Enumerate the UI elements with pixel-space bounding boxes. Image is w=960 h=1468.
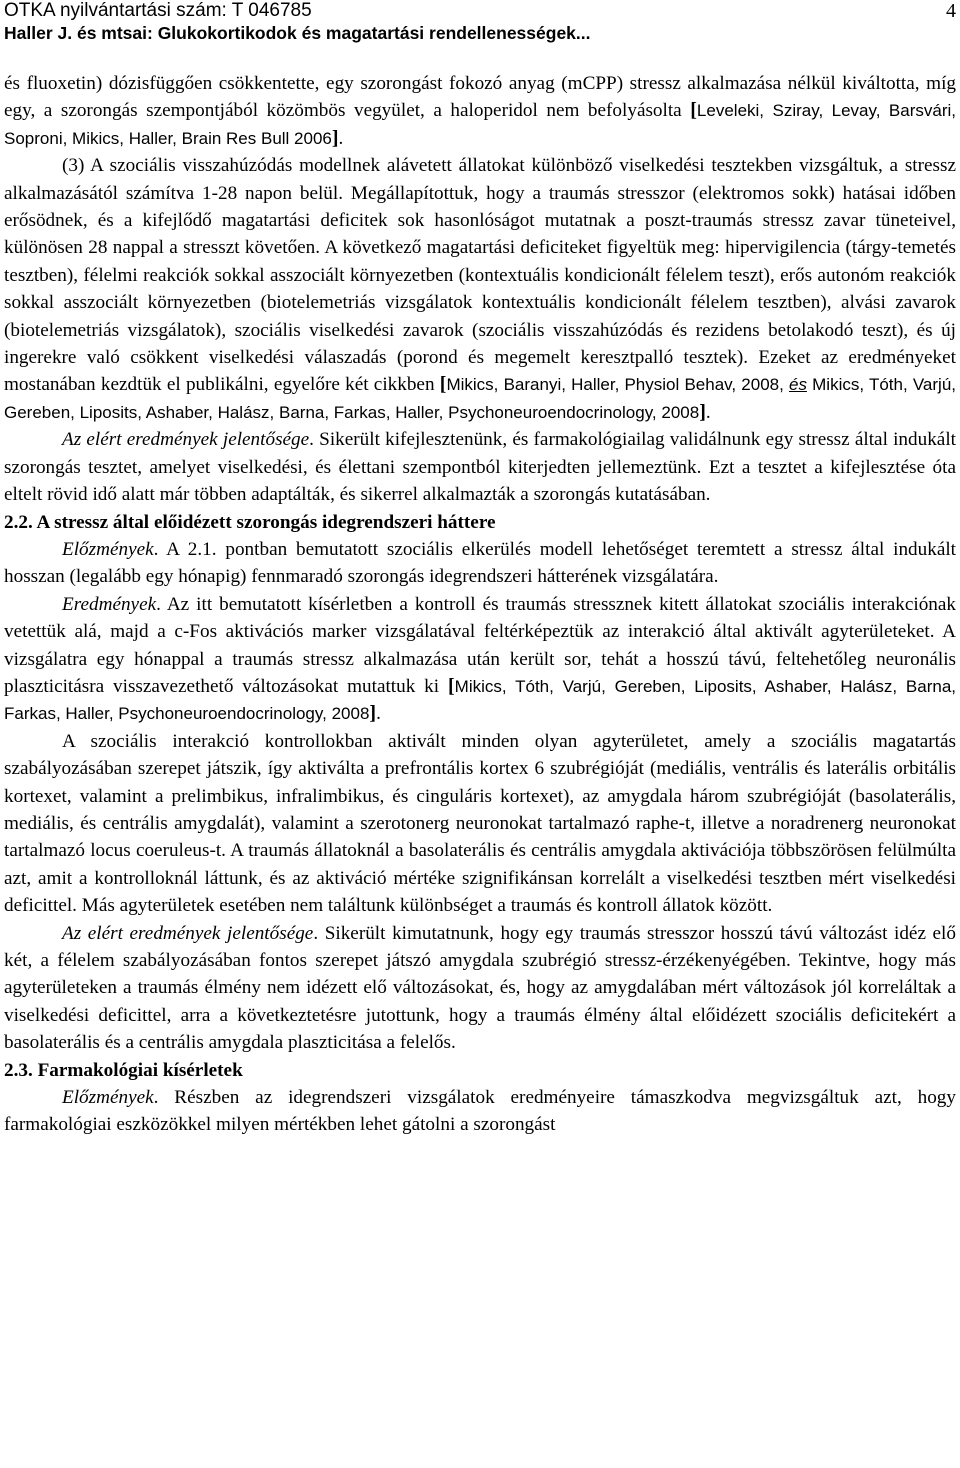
paragraph-4 — [4, 536, 956, 591]
paragraph-text: és fluoxetin) dózisfüggően csökkentette, egy szorongást fokozó anyag (mCPP) stressz alkalmazása nélkül kiváltotta, míg egy, a szorongás szempontjából közömbös vegyület, a haloperidol nem befolyásolta — [4, 73, 956, 122]
citation-a: Mikics, Baranyi, Haller, Physiol Behav, 2008, — [446, 375, 789, 395]
paragraph-text: . A 2.1. pontban bemutatott szociális elkerülés modell lehetőséget teremtett a stressz által indukált hosszan (legalább egy hónapig) fennmaradó szorongás idegrendszeri hátterének vizsgálatára. — [4, 538, 956, 588]
paragraph-text: . Sikerült kifejlesztenünk, és farmakológiailag validálnunk egy stressz által indukált szorongás tesztet, amelyet viselkedési, és élettani szempontból kiterjedten jellemeztünk. Ezt a tesztet a kifejlesztése óta eltelt rövid idő alatt már többen adaptálták, és sikerrel alkalmazták a szorongás kutatásában. — [4, 429, 956, 506]
project-number: OTKA nyilvántartási szám: T 046785 — [4, 0, 312, 21]
paragraph-6: A szociális interakció kontrollokban aktivált minden olyan agyterületet, amely a szociális magatartás szabályozásában szerepet játszik, így aktiválta a prefrontális kortex 6 szubrégióját (mediális, ventrális és laterális orbitális kortexet, valamint a prelimbikus, infralimbikus, és cinguláris kortexet), az amygdala három szubrégióját (basolaterális, mediális, és centrális amygdalát), valamint a szerotonerg neuronokat tartalmazó raphe-t, illetve a noradrenerg neuronokat tartalmazó locus coeruleus-t. A traumás állatoknál a basolaterális és centrális amygdala aktivációja többszörösen felülmúlta azt, amit a kontrolloknál láttunk, és az aktiváció mértéke szignifikánsan korrelált a viselkedési tesztben mért viselkedési deficittel. Más agyterületek esetében nem találtunk különbséget a traumás és kontroll állatok között. — [4, 730, 956, 917]
section-heading-2-2: 2.2. A stressz által előidézett szorongás idegrendszeri háttere — [4, 511, 496, 533]
significance-label: Az elért eredmények jelentősége — [62, 922, 314, 944]
citation: Leveleki, Sziray, Levay, Barsvári, Soproni, Mikics, Haller, Brain Res Bull 2006 — [4, 101, 956, 148]
citation-b: Mikics, Tóth, Varjú, Gereben, Liposits, Ashaber, Halász, Barna, Farkas, Haller, Psychoneuroendocrinology, 2008 — [4, 375, 957, 422]
paragraph-3 — [4, 426, 956, 508]
background-label: Előzmények — [62, 538, 154, 560]
background-label: Előzmények — [62, 1087, 154, 1109]
document-body — [4, 70, 956, 1139]
paragraph-5: Eredmények. Az itt bemutatott kísérletben a kontroll és traumás stressznek kitett állatokat szociális interakciónak vetettük alá, majd a c-Fos aktivációs marker vizsgálatával feltérképeztük az interakció által aktivált agyterületeket. A vizsgálatra egy hónappal a traumás stressz alkalmazása után került sor, tehát a hosszú távú, feltehetőleg neuronális plaszticitásra visszavezethető változásokat mutattuk ki [Mikics, Tóth, Varjú, Gereben, Liposits, Ashaber, Halász, Barna, Farkas, Haller, Psychoneuroendocrinology, 2008]. — [4, 593, 957, 725]
paragraph-7 — [4, 920, 956, 1057]
paragraph-8 — [4, 1084, 956, 1139]
paragraph-text: . Sikerült kimutatnunk, hogy egy traumás stresszor hosszú távú változást idéz elő két, a félelem szabályozásában fontos szerepet játszó amygdala szubrégió stressz-érzékenyégében. Tekintve, hogy más agyterületeken a traumás élmény nem idézett elő változásokat, és, hogy az amygdalában mért változások jól korreláltak a viselkedési deficittel, arra a következtetésre jutottunk, hogy a traumás élmény által előidézett szociális deficitekért a basolaterális és a centrális amygdala plaszticitása a felelős. — [4, 922, 956, 1054]
paragraph-2: (3) A szociális visszahúzódás modellnek alávetett állatokat különböző viselkedési tesztekben vizsgáltuk, a stressz alkalmazásától számítva 1-28 napon belül. Megállapítottuk, hogy a traumás stresszor (elektromos sokk) hatásai időben erősödnek, és a kifejlődő magatartási deficitek sok hasonlóságot mutatnak a poszt-traumás stressz zavar tüneteivel, különösen 28 nappal a stresszt követően. A következő magatartási deficiteket figyeltük meg: hipervigilencia (tárgy-temetés tesztben), félelmi reakciók sokkal asszociált környezetben (kontextuális kondicionált félelem teszt), erős autonóm reakciók sokkal asszociált környezetben (biotelemetriás vizsgálatok kontextuális kondicionált félelem tesztben), alvási zavarok (biotelemetriás vizsgálatok), szociális viselkedési zavarok (szociális visszahúzódás és rezidens betolakodó teszt), és új ingerekre való csökkent viselkedési válaszadás (porond és megemelt keresztpalló tesztek). Ezeket az eredményeket mostanában kezdtük el publikálni, egyelőre két cikkben [Mikics, Baranyi, Haller, Physiol Behav, 2008, és Mikics, Tóth, Varjú, Gereben, Liposits, Ashaber, Halász, Barna, Farkas, Haller, Psychoneuroendocrinology, 2008]. — [4, 155, 957, 423]
page-header — [4, 0, 956, 44]
paragraph-text: . Az itt bemutatott kísérletben a kontroll és traumás stressznek kitett állatokat szociális interakciónak vetettük alá, majd a c-Fos aktivációs marker vizsgálatával feltérképeztük az interakció által aktivált agyterületeket. A vizsgálatra egy hónappal a traumás stressz alkalmazása után került sor, tehát a hosszú távú, feltehetőleg neuronális plaszticitásra visszavezethető változásokat mutattuk ki — [4, 593, 956, 697]
header-line-1 — [4, 0, 956, 22]
paragraph-text: (3) A szociális visszahúzódás modellnek alávetett állatokat különböző viselkedési tesztekben vizsgáltuk, a stressz alkalmazásától számítva 1-28 napon belül. Megállapítottuk, hogy a traumás stresszor (elektromos sokk) hatásai időben erősödnek, és a kifejlődő magatartási deficitek sok hasonlóságot mutatnak a poszt-traumás stressz zavar tüneteivel, különösen 28 nappal a stresszt követően. A következő magatartási deficiteket figyeltük meg: hipervigilencia (tárgy-temetés tesztben), félelmi reakciók sokkal asszociált környezetben (kontextuális kondicionált félelem teszt), erős autonóm reakciók sokkal asszociált környezetben (biotelemetriás vizsgálatok kontextuális kondicionált félelem tesztben), alvási zavarok (biotelemetriás vizsgálatok), szociális viselkedési zavarok (szociális visszahúzódás és rezidens betolakodó teszt), és új ingerekre való csökkent viselkedési válaszadás (porond és megemelt keresztpalló tesztek). Ezeket az eredményeket mostanában kezdtük el publikálni, egyelőre két cikkben — [4, 155, 956, 396]
significance-label: Az elért eredmények jelentősége — [62, 429, 310, 451]
paragraph-text: . Részben az idegrendszeri vizsgálatok eredményeire támaszkodva megvizsgáltuk azt, hogy farmakológiai eszközökkel milyen mértékben lehet gátolni a szorongást — [4, 1087, 956, 1136]
citation-and: és — [789, 375, 807, 395]
section-heading-2-3: 2.3. Farmakológiai kísérletek — [4, 1059, 243, 1081]
header-line-2: Haller J. és mtsai: Glukokortikodok és magatartási rendellenességek... — [4, 23, 591, 43]
citation: Mikics, Tóth, Varjú, Gereben, Liposits, Ashaber, Halász, Barna, Farkas, Haller, Psychoneuroendocrinology, 2008 — [4, 676, 957, 724]
page-number: 4 — [946, 0, 956, 22]
paragraph-1: és fluoxetin) dózisfüggően csökkentette, egy szorongást fokozó anyag (mCPP) stressz alkalmazása nélkül kiváltotta, míg egy, a szorongás szempontjából közömbös vegyület, a haloperidol nem befolyásolta [Leveleki, Sziray, Levay, Barsvári, Soproni, Mikics, Haller, Brain Res Bull 2006]. — [4, 73, 956, 149]
results-label: Eredmények — [62, 593, 157, 615]
